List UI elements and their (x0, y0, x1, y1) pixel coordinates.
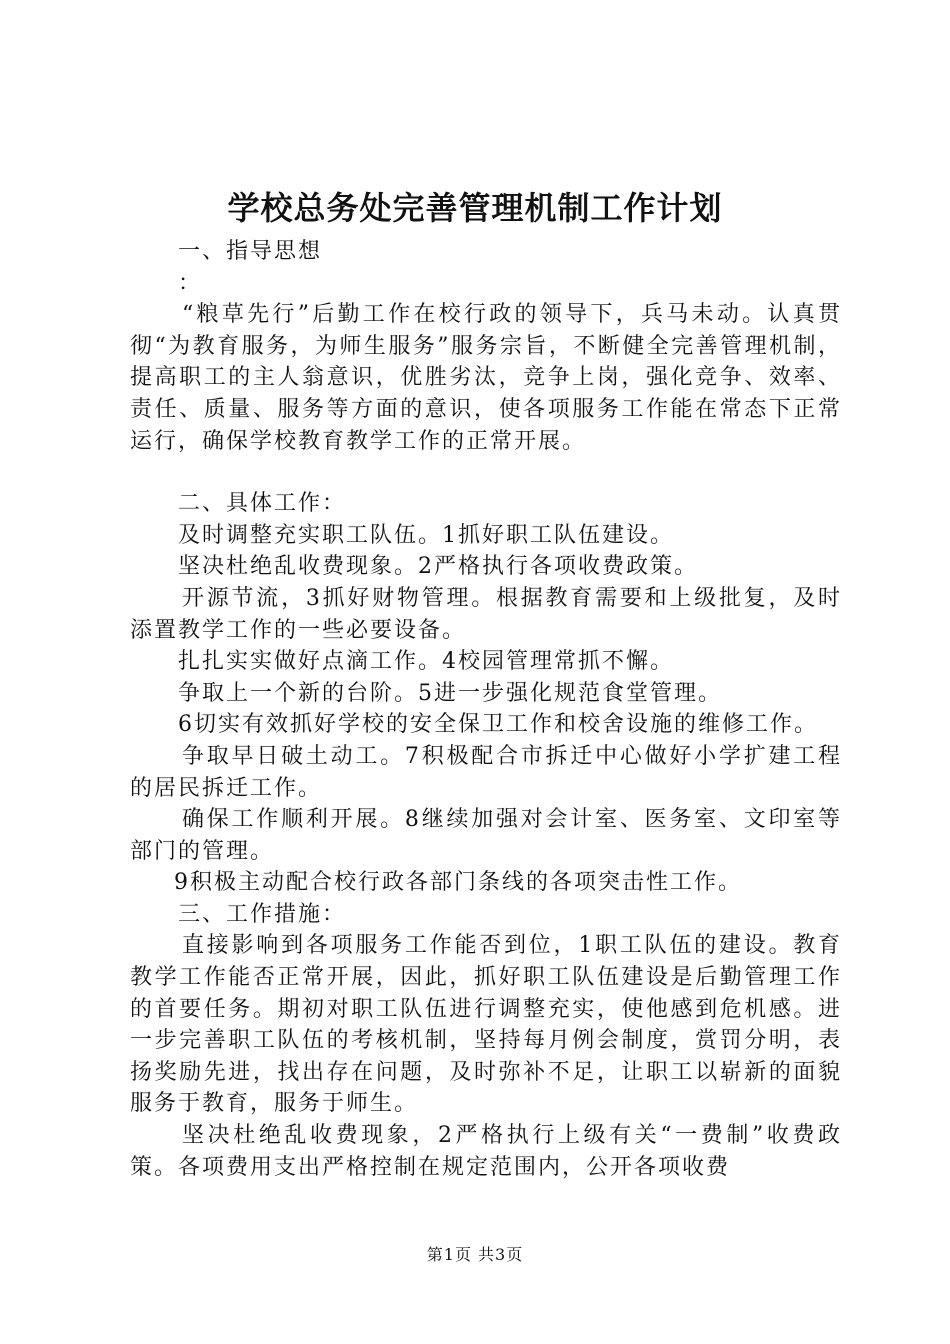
paragraph-gap (130, 457, 842, 488)
section-heading-guiding-thought: 一、指导思想 (178, 239, 323, 264)
list-item-work-5: 争取上一个新的台阶。5进一步强化规范食堂管理。 (178, 680, 722, 706)
section-heading-specific-work: 二、具体工作： (178, 491, 347, 517)
list-item-work-3: 开源节流，3抓好财物管理。根据教育需要和上级批复，及时添置教学工作的一些必要设备。 (130, 585, 842, 643)
list-item-work-4: 扎扎实实做好点滴工作。4校园管理常抓不懈。 (178, 649, 674, 675)
list-item-work-7: 争取早日破土动工。7积极配合市拆迁中心做好小学扩建工程的居民拆迁工作。 (130, 743, 842, 801)
document-body (130, 236, 842, 1183)
list-item-work-2: 坚决杜绝乱收费现象。2严格执行各项收费政策。 (178, 554, 698, 580)
paragraph-guiding-thought: “粮草先行”后勤工作在校行政的领导下，兵马未动。认真贯彻“为教育服务，为师生服务”服务宗旨，不断健全完善管理机制，提高职工的主人翁意识，优胜劣汰，竞争上岗，强化竞争、效率、责任、质量、服务等方面的意识，使各项服务工作能在常态下正常运行，确保学校教育教学工作的正常开展。 (130, 302, 842, 454)
list-item-work-6: 6切实有效抓好学校的安全保卫工作和校舍设施的维修工作。 (178, 712, 818, 738)
page-footer: 第1页 共3页 (426, 1245, 524, 1264)
document-title: 学校总务处完善管理机制工作计划 (227, 189, 723, 227)
list-item-work-1: 及时调整充实职工队伍。1抓好职工队伍建设。 (178, 522, 674, 548)
list-item-work-9: 9积极主动配合校行政各部门条线的各项突击性工作。 (174, 870, 742, 896)
paragraph-measure-1: 直接影响到各项服务工作能否到位，1职工队伍的建设。教育教学工作能否正常开展，因此，抓好职工队伍建设是后勤管理工作的首要任务。期初对职工队伍进行调整充实，使他感到危机感。进一步完善职工队伍的考核机制，坚持每月例会制度，赏罚分明，表扬奖励先进，找出存在问题，及时弥补不足，让职工以崭新的面貌服务于教育，服务于师生。 (130, 933, 842, 1117)
heading-colon: ： (178, 270, 203, 296)
section-heading-measures: 三、工作措施： (178, 901, 347, 927)
paragraph-measure-2: 坚决杜绝乱收费现象，2严格执行上级有关“一费制”收费政策。各项费用支出严格控制在规定范围内，公开各项收费 (130, 1123, 842, 1180)
list-item-work-8: 确保工作顺利开展。8继续加强对会计室、医务室、文印室等部门的管理。 (130, 807, 842, 864)
